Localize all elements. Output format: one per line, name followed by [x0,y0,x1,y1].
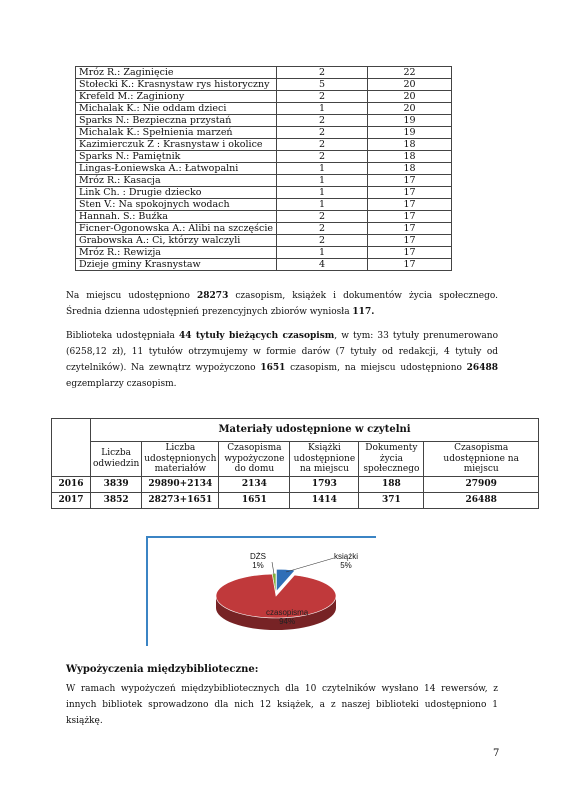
book-col2-cell: 1 [276,175,367,187]
book-title-cell: Michalak K.: Spełnienia marzeń [76,127,277,139]
book-col3-cell: 17 [367,223,451,235]
reading-room-row-2016 [52,476,539,492]
book-col3-cell: 18 [367,163,451,175]
para1-bold-2: 117. [352,307,375,317]
book-col2-cell: 2 [276,91,367,103]
books-table-row [76,235,452,247]
para2-bold-2: 1651 [260,363,286,373]
books-table-row [76,211,452,223]
books-table-body [76,67,452,271]
books-table-row [76,91,452,103]
corner-cell [52,419,91,477]
books-table-row [76,151,452,163]
pie-label-dzs-name: DŻS [250,552,266,561]
pie-leader-books [286,558,334,572]
book-col3-cell: 17 [367,187,451,199]
book-title-cell: Lingas-Łoniewska A.: Łatwopalni [76,163,277,175]
value-cell: 2134 [219,476,290,492]
books-table-row [76,103,452,115]
book-title-cell: Ficner-Ogonowska A.: Alibi na szczęście [76,223,277,235]
book-title-cell: Michalak K.: Nie oddam dzieci [76,103,277,115]
book-col3-cell: 20 [367,91,451,103]
books-table-row [76,247,452,259]
paragraph-periodicals [66,328,498,392]
book-col2-cell: 2 [276,211,367,223]
book-title-cell: Sparks N.: Bezpieczna przystań [76,115,277,127]
books-table-row [76,199,452,211]
reading-room-table [51,418,539,509]
value-cell: 188 [359,476,424,492]
books-table-row [76,127,452,139]
books-table-row [76,175,452,187]
book-title-cell: Mróz R.: Zaginięcie [76,67,277,79]
book-col2-cell: 4 [276,259,367,271]
reading-room-table-title: Materiały udostępnione w czytelni [91,419,539,442]
book-title-cell: Link Ch. : Drugie dziecko [76,187,277,199]
book-col3-cell: 19 [367,127,451,139]
book-col2-cell: 2 [276,139,367,151]
books-table-row [76,79,452,91]
book-col2-cell: 1 [276,247,367,259]
book-col3-cell: 19 [367,115,451,127]
books-table-row [76,163,452,175]
book-col2-cell: 2 [276,151,367,163]
book-col3-cell: 17 [367,199,451,211]
year-cell: 2017 [52,492,91,508]
book-col3-cell: 22 [367,67,451,79]
book-col3-cell: 17 [367,259,451,271]
para2-text-3: czasopism, na miejscu udostępniono [285,363,467,373]
book-col3-cell: 18 [367,139,451,151]
header-cell: Czasopisma wypożyczone do domu [219,442,290,477]
book-title-cell: Hannah. S.: Buźka [76,211,277,223]
year-cell: 2016 [52,476,91,492]
book-title-cell: Mróz R.: Kasacja [76,175,277,187]
para2-text-4: egzemplarzy czasopism. [66,379,177,389]
book-col2-cell: 1 [276,163,367,175]
book-title-cell: Mróz R.: Rewizja [76,247,277,259]
value-cell: 28273+1651 [142,492,219,508]
book-title-cell: Dzieje gminy Krasnystaw [76,259,277,271]
book-col2-cell: 2 [276,235,367,247]
book-col2-cell: 2 [276,115,367,127]
pie-label-books [334,552,358,570]
book-col3-cell: 17 [367,175,451,187]
pie-label-books-pct: 5% [340,561,352,570]
book-title-cell: Sten V.: Na spokojnych wodach [76,199,277,211]
book-col3-cell: 18 [367,151,451,163]
books-table-row [76,139,452,151]
book-col3-cell: 17 [367,211,451,223]
reading-room-header-row [52,442,539,477]
book-col3-cell: 20 [367,79,451,91]
book-col2-cell: 1 [276,187,367,199]
book-col2-cell: 1 [276,199,367,211]
books-table-row [76,187,452,199]
para2-text-2: , w tym: 33 tytuły prenumerowano (6258,12 zł), 11 tytułów otrzymujemy w formie darów (7 tytuły od redakcji, 4 tytuły od czytelników). Na zewnątrz wypożyczono [66,331,498,373]
value-cell: 3839 [91,476,142,492]
book-col2-cell: 1 [276,103,367,115]
books-table-row [76,67,452,79]
value-cell: 1651 [219,492,290,508]
pie-label-books-name: książki [334,552,359,561]
value-cell: 27909 [424,476,539,492]
books-table-row [76,115,452,127]
book-title-cell: Krefeld M.: Zaginiony [76,91,277,103]
pie-chart [146,536,376,646]
book-col2-cell: 2 [276,67,367,79]
para2-bold-3: 26488 [466,363,498,373]
header-cell: Liczba udostępnionych materiałów [142,442,219,477]
para1-bold-1: 28273 [197,291,229,301]
books-table-row [76,223,452,235]
value-cell: 3852 [91,492,142,508]
header-cell: Dokumenty życia społecznego [359,442,424,477]
para1-text-1: Na miejscu udostępniono [66,291,198,301]
value-cell: 26488 [424,492,539,508]
pie-leader-dzs [272,562,274,574]
books-table [75,66,452,271]
value-cell: 371 [359,492,424,508]
book-col3-cell: 17 [367,235,451,247]
pie-label-periodicals-name: czasopisma [266,608,309,617]
pie-label-dzs-pct: 1% [252,561,264,570]
reading-room-row-2017 [52,492,539,508]
header-cell: Czasopisma udostępnione na miejscu [424,442,539,477]
pie-label-periodicals-pct: 94% [279,617,296,626]
book-title-cell: Sparks N.: Pamiętnik [76,151,277,163]
book-col2-cell: 2 [276,223,367,235]
book-col3-cell: 20 [367,103,451,115]
book-title-cell: Stołecki K.: Krasnystaw rys historyczny [76,79,277,91]
header-cell: Książki udostępnione na miejscu [290,442,359,477]
para2-bold-1: 44 tytuły bieżących czasopism [179,331,335,341]
books-table-row [76,259,452,271]
pie-label-dzs [250,552,266,570]
paragraph-on-site [66,288,498,320]
pie-label-periodicals [266,608,308,626]
value-cell: 1793 [290,476,359,492]
para1-text-2: czasopism, książek i dokumentów życia społecznego. Średnia dzienna udostępnień prezencyjnych zbiorów wyniosła [66,291,498,317]
book-col3-cell: 17 [367,247,451,259]
book-col2-cell: 2 [276,127,367,139]
value-cell: 1414 [290,492,359,508]
paragraph-interlibrary: W ramach wypożyczeń międzybibliotecznych dla 10 czytelników wysłano 14 rewersów, z innych bibliotek sprowadzono dla nich 12 książek, a z naszej biblioteki udostępniono 1 książkę. [66,684,498,726]
page-number: 7 [493,748,500,759]
para2-text-1: Biblioteka udostępniała [66,331,179,341]
section-heading: Wypożyczenia międzybiblioteczne: [66,664,259,675]
book-col2-cell: 5 [276,79,367,91]
book-title-cell: Kazimierczuk Z : Krasnystaw i okolice [76,139,277,151]
value-cell: 29890+2134 [142,476,219,492]
book-title-cell: Grabowska A.: Ci, którzy walczyli [76,235,277,247]
header-cell: Liczba odwiedzin [91,442,142,477]
